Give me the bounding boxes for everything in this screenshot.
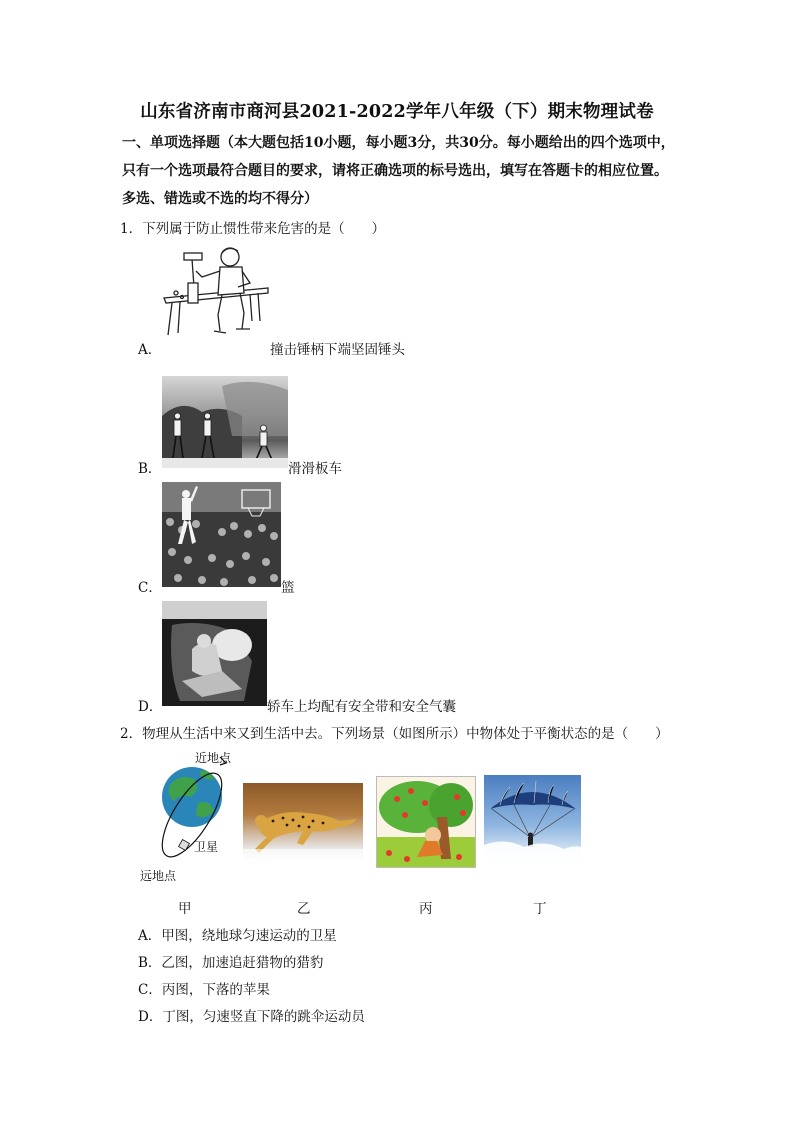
car-airbag-photo <box>162 601 267 706</box>
cheetah-photo <box>243 783 363 861</box>
figure-caption-ding: 丁 <box>533 901 547 917</box>
q2-option-b-text: 乙图，加速追赶猎物的猎豹 <box>161 955 324 971</box>
apple-tree-cartoon <box>376 776 476 868</box>
q1-option-c-caption: 篮 <box>281 580 295 596</box>
q1-option-c-label: C． <box>138 580 162 596</box>
q1-option-b-caption: 滑滑板车 <box>288 461 342 477</box>
people-walking-photo <box>162 376 288 468</box>
q2-option-c <box>138 978 270 998</box>
q1-option-d-caption: 轿车上均配有安全带和安全气囊 <box>267 699 456 715</box>
q2-option-c-text: 丙图，下落的苹果 <box>161 982 270 998</box>
question-1-stem: 1．下列属于防止惯性带来危害的是（ ） <box>120 221 386 237</box>
section-line-3: 多选、错选或不选的均不得分） <box>122 191 318 207</box>
q2-option-b <box>138 951 323 971</box>
figure-caption-jia: 甲 <box>178 901 192 917</box>
q1-option-d-label: D． <box>138 699 163 715</box>
section-line-1: 一、单项选择题（本大题包括10小题，每小题3分，共30分。每小题给出的四个选项中， <box>122 135 675 151</box>
question-2-stem: 2．物理从生活中来又到生活中去。下列场景（如图所示）中物体处于平衡状态的是（ ） <box>120 726 669 742</box>
apogee-label: 远地点 <box>140 869 177 883</box>
q1-option-a-caption: 撞击锤柄下端坚固锤头 <box>270 342 405 358</box>
q2-option-d <box>138 1005 365 1025</box>
q1-option-b-label: B． <box>138 461 162 477</box>
q2-option-a-text: 甲图，绕地球匀速运动的卫星 <box>161 928 337 944</box>
q2-option-d-text: 丁图，匀速竖直下降的跳伞运动员 <box>162 1009 365 1025</box>
figure-caption-yi: 乙 <box>297 901 311 917</box>
basketball-player-photo <box>162 482 281 587</box>
man-hammering-on-bench-icon <box>162 243 272 346</box>
perigee-label: 近地点 <box>195 751 232 765</box>
q2-option-d-label: D． <box>138 1009 163 1025</box>
satellite-label: 卫星 <box>194 840 219 854</box>
parachutist-photo <box>484 775 581 867</box>
page-title: 山东省济南市商河县2021-2022学年八年级（下）期末物理试卷 <box>140 102 654 122</box>
q2-option-b-label: B． <box>138 955 162 971</box>
q2-option-a-label: A． <box>138 928 162 944</box>
earth-orbit-figure <box>140 745 240 885</box>
q1-option-a-label: A． <box>138 342 162 358</box>
q2-option-c-label: C． <box>138 982 162 998</box>
q2-option-a <box>138 924 337 944</box>
section-heading <box>122 129 682 213</box>
figure-caption-bing: 丙 <box>419 901 433 917</box>
section-line-2: 只有一个选项最符合题目的要求，请将正确选项的标号选出，填写在答题卡的相应位置。 <box>122 163 668 179</box>
